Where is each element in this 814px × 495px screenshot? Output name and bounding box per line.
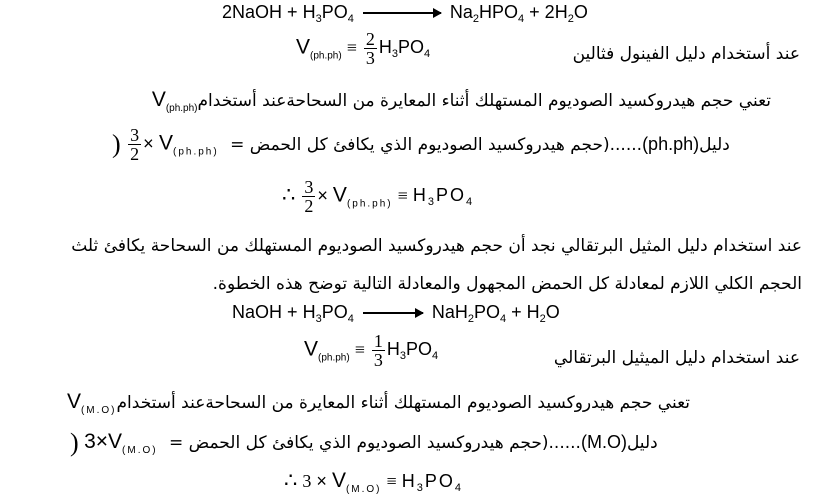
fraction-two-thirds: $\frac{2}{3}$ (365, 29, 375, 68)
volume-subscript: (M.O) (80, 405, 117, 416)
coefficient-three: 3 (302, 471, 312, 491)
times-sign: × (317, 185, 328, 206)
methyl-orange-label: عند استخدام دليل الميثيل البرتقالي (553, 348, 800, 368)
paragraph-2-line-2: الحجم الكلي اللازم لمعادلة كل الحمض المجهول والمعادلة التالية توضح هذه الخطوة. (212, 274, 802, 294)
product-water: + $2H_2O$ (529, 2, 588, 25)
acid-formula: $H_3PO_4$ (386, 339, 439, 363)
acid-formula: $H_3PO_4$ (378, 37, 431, 61)
paragraph-1-line-2 (112, 126, 730, 163)
therefore-symbol: ∴ (282, 182, 296, 207)
reaction-arrow (363, 312, 423, 314)
equiv-sign: ≡ (354, 339, 365, 360)
phenolphthalein-label: عند أستخدام دليل الفينول فثالين (572, 44, 800, 64)
fraction-three-halves: $\frac{3}{2}$ (304, 177, 314, 216)
volume-relation-1 (296, 30, 430, 67)
volume-subscript: (ph.ph) (346, 198, 393, 210)
paragraph-3-text: تعني حجم هيدروكسيد الصوديوم المستهلك أثناء المعايرة من السحاحةعند أستخدام (116, 393, 690, 413)
product-na2hpo4: $Na_2HPO_4$ (449, 2, 525, 25)
equiv-sign: ≡ (397, 185, 408, 206)
paragraph-1-line-1 (152, 88, 771, 114)
volume-symbol: V (296, 35, 311, 59)
volume-symbol: V (331, 469, 346, 492)
closing-paren: ) (70, 428, 79, 457)
volume-symbol: V (304, 337, 319, 361)
volume-subscript: (ph.ph) (165, 103, 198, 114)
therefore-symbol: ∴ (284, 468, 298, 492)
paragraph-3-line-1 (67, 390, 690, 416)
plus-sign: + (287, 2, 298, 22)
paragraph-3-line-2-text: دليل(M.O)......(حجم هيدروكسيد الصوديوم الذي يكافئ كل الحمض = (169, 432, 658, 453)
fraction-one-third: $\frac{1}{3}$ (373, 331, 383, 370)
reactant-naoh: 2NaOH (222, 2, 283, 22)
times-sign: × (316, 471, 327, 491)
reaction-arrow (363, 12, 441, 14)
volume-subscript: (M.O) (345, 484, 382, 495)
volume-symbol: V (151, 88, 166, 111)
volume-symbol: V (332, 183, 347, 207)
volume-subscript: (ph.ph) (310, 50, 342, 62)
reactant-naoh: NaOH (232, 302, 283, 322)
coefficient-three: 3× (84, 430, 109, 453)
product-nah2po4: $NaH_2PO_4$ (431, 302, 507, 325)
volume-subscript: (M.O) (122, 445, 158, 456)
product-water: + $H_2O$ (511, 302, 560, 325)
paragraph-2-line-1: عند استخدام دليل المثيل البرتقالي نجد أن حجم هيدروكسيد الصوديوم المستهلك من السحاحة يكافئ ثلث (71, 236, 802, 256)
volume-relation-2 (304, 332, 438, 369)
equiv-sign: ≡ (386, 471, 397, 491)
volume-symbol: V (66, 390, 81, 413)
volume-subscript: (ph.ph) (173, 146, 219, 158)
paragraph-1-line-2-text: دليل(ph.ph)......(حجم هيدروكسيد الصوديوم الذي يكافئ كل الحمض = (230, 133, 730, 155)
times-sign: × (143, 133, 154, 154)
volume-subscript: (ph.ph) (318, 352, 350, 364)
paragraph-1-text: تعني حجم هيدروكسيد الصوديوم المستهلك أثناء المعايرة من السحاحةعند أستخدام (197, 91, 771, 111)
paragraph-3-line-2 (70, 428, 658, 458)
acid-formula: $H_3PO_4$ (412, 185, 475, 209)
therefore-relation-1 (282, 178, 474, 215)
reactant-h3po4: $H_3PO_4$ (302, 302, 354, 325)
reactant-h3po4: $H_3PO_4$ (302, 2, 354, 25)
fraction-three-halves: $\frac{3}{2}$ (130, 125, 140, 164)
reaction-equation-1 (222, 2, 588, 25)
volume-symbol: V (159, 131, 174, 155)
equiv-sign: ≡ (346, 37, 357, 58)
reaction-equation-2 (232, 302, 560, 325)
volume-symbol: V (108, 430, 123, 453)
closing-paren: ) (112, 129, 121, 159)
acid-formula: $H_3PO_4$ (401, 471, 463, 494)
therefore-relation-2 (284, 468, 463, 495)
plus-sign: + (287, 302, 298, 322)
